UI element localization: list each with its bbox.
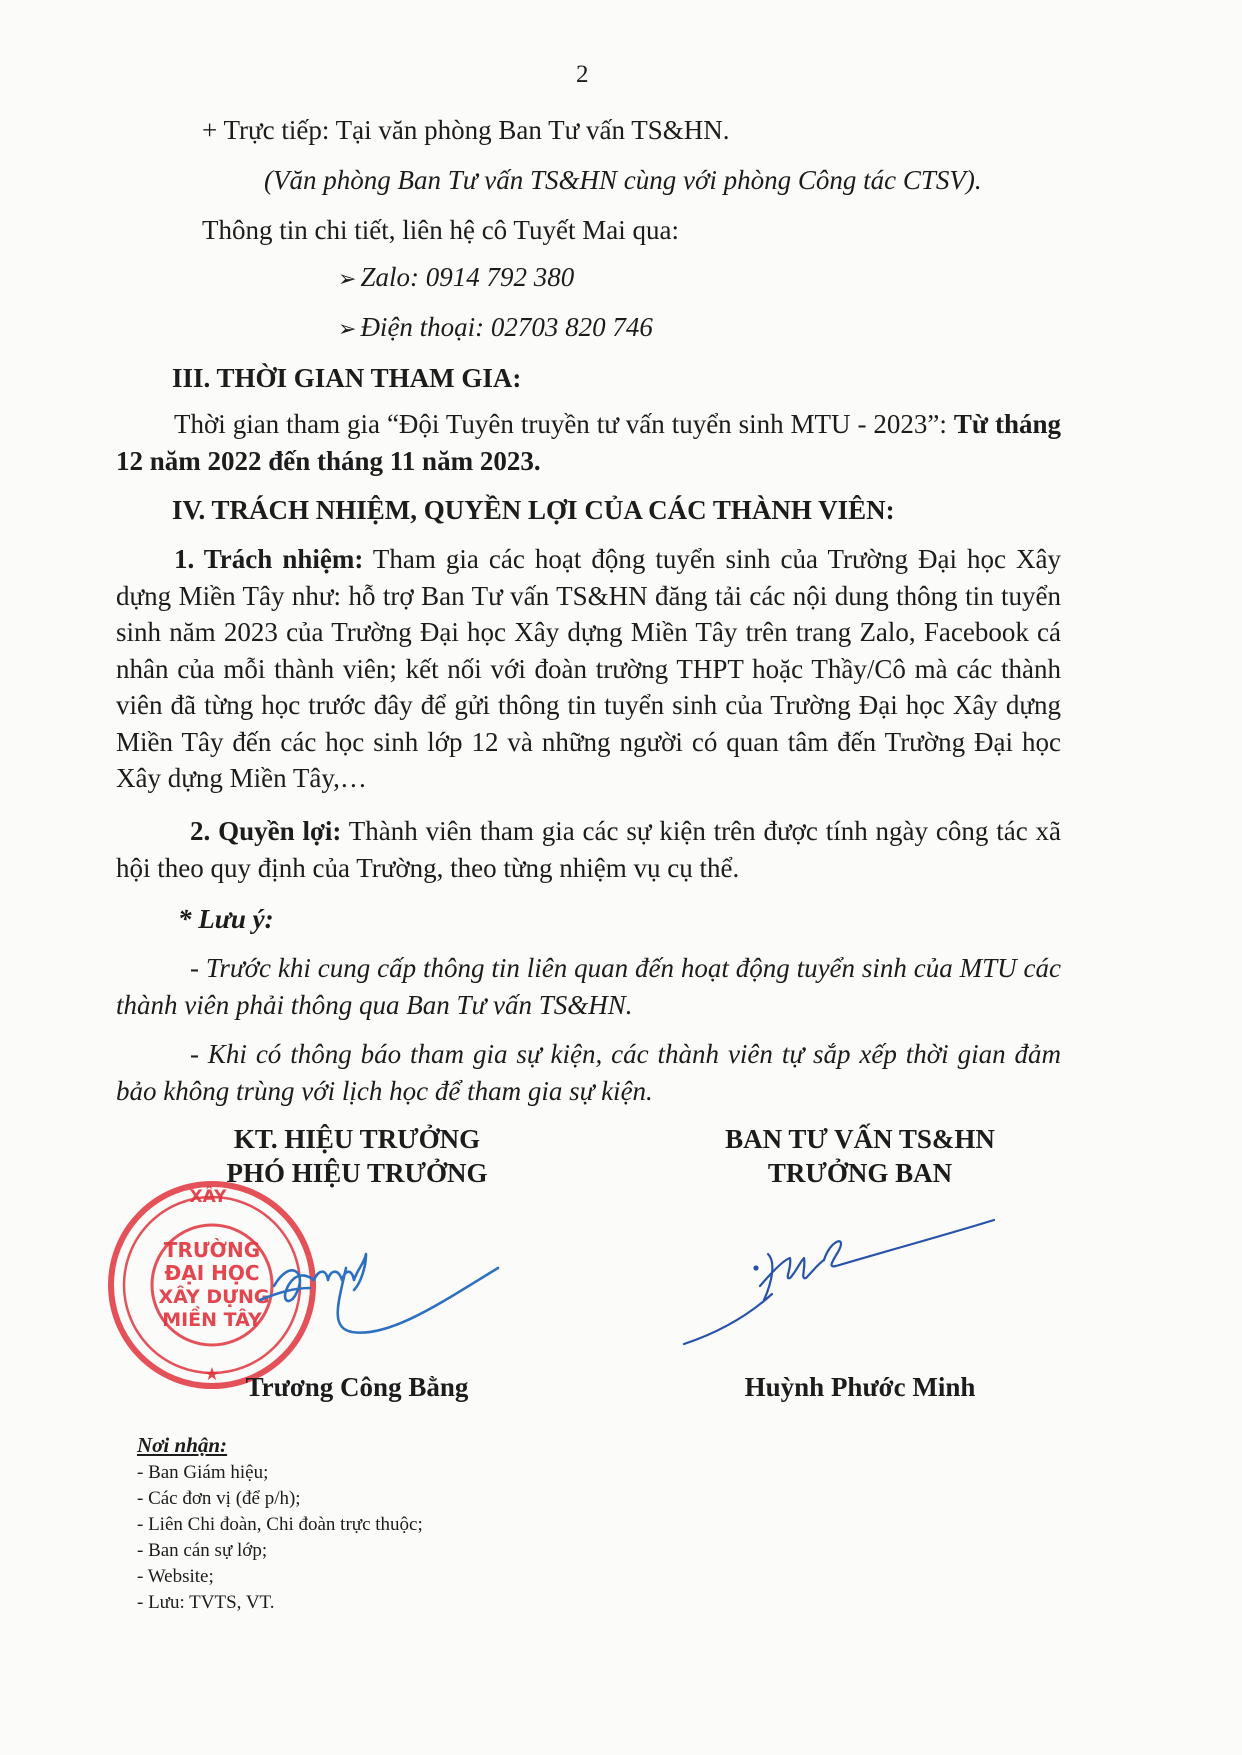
right-signer-name: Huỳnh Phước Minh xyxy=(744,1372,976,1402)
page-number: 2 xyxy=(576,61,589,88)
left-handwritten-signature xyxy=(250,1228,520,1348)
office-note: (Văn phòng Ban Tư vấn TS&HN cùng với phòng Công tác CTSV). xyxy=(264,165,982,195)
section4-item2: 2. Quyền lợi: Thành viên tham gia các sự kiện trên được tính ngày công tác xã hội theo quy định của Trường, theo từng nhiệm vụ cụ thể. xyxy=(116,816,1061,883)
seal-top-text: XÂY xyxy=(189,1187,227,1207)
section3-paragraph: Thời gian tham gia “Đội Tuyên truyền tư vấn tuyển sinh MTU - 2023”: Từ tháng 12 năm 2022 đến tháng 11 năm 2023. xyxy=(116,409,1061,476)
right-handwritten-signature xyxy=(680,1210,1000,1350)
left-signature-title2: PHÓ HIỆU TRƯỞNG xyxy=(226,1158,488,1188)
seal-line1: TRƯỜNG xyxy=(163,1238,261,1262)
seal-line2: ĐẠI HỌC xyxy=(164,1261,260,1285)
note-1: - Trước khi cung cấp thông tin liên quan đến hoạt động tuyển sinh của MTU các thành viên phải thông qua Ban Tư vấn TS&HN. xyxy=(116,953,1061,1020)
section4-item1: 1. Trách nhiệm: Tham gia các hoạt động tuyển sinh của Trường Đại học Xây dựng Miền Tây như: hỗ trợ Ban Tư vấn TS&HN đăng tải các nội dung thông tin tuyển sinh năm 2023 của Trường Đại học Xây dựng Miền Tây trên trang Zalo, Facebook cá nhân của mỗi thành viên; kết nối với đoàn trường THPT hoặc Thầy/Cô mà các thành viên đã từng học trước đây để gửi thông tin tuyển sinh của Trường Đại học Xây dựng Miền Tây đến các học sinh lớp 12 và những người có quan tâm đến Trường Đại học Xây dựng Miền Tây,… xyxy=(116,544,1061,793)
section3-heading: III. THỜI GIAN THAM GIA: xyxy=(172,363,522,393)
recipient-item: - Liên Chi đoàn, Chi đoàn trực thuộc; xyxy=(137,1514,423,1535)
recipient-item: - Ban Giám hiệu; xyxy=(137,1462,269,1483)
recipient-item: - Lưu: TVTS, VT. xyxy=(137,1592,275,1613)
recipient-item: - Các đơn vị (để p/h); xyxy=(137,1488,301,1509)
seal-line4: MIỀN TÂY xyxy=(162,1309,262,1331)
left-signature-title1: KT. HIỆU TRƯỞNG xyxy=(233,1124,481,1154)
arrow-right-icon: ➢ xyxy=(338,266,357,291)
contact-zalo: ➢ Zalo: 0914 792 380 xyxy=(338,262,575,292)
seal-line3: XÂY DỰNG xyxy=(158,1286,270,1308)
note-2: - Khi có thông báo tham gia sự kiện, các thành viên tự sắp xếp thời gian đảm bảo không trùng với lịch học để tham gia sự kiện. xyxy=(116,1039,1061,1106)
arrow-right-icon: ➢ xyxy=(338,316,357,341)
contact-details-intro: Thông tin chi tiết, liên hệ cô Tuyết Mai qua: xyxy=(202,215,679,245)
recipients-label: Nơi nhận: xyxy=(137,1433,228,1457)
recipient-item: - Ban cán sự lớp; xyxy=(137,1540,268,1561)
right-signature-title1: BAN TƯ VẤN TS&HN xyxy=(725,1124,995,1154)
right-signature-title2: TRƯỞNG BAN xyxy=(767,1158,953,1188)
left-signer-name: Trương Công Bằng xyxy=(245,1372,469,1402)
contact-phone: ➢ Điện thoại: 02703 820 746 xyxy=(338,312,653,342)
recipient-item: - Website; xyxy=(137,1566,214,1587)
section4-heading: IV. TRÁCH NHIỆM, QUYỀN LỢI CỦA CÁC THÀNH VIÊN: xyxy=(172,495,895,525)
star-icon: ★ xyxy=(203,1364,221,1385)
contact-direct: + Trực tiếp: Tại văn phòng Ban Tư vấn TS&HN. xyxy=(202,115,730,145)
note-label: * Lưu ý: xyxy=(178,904,274,934)
